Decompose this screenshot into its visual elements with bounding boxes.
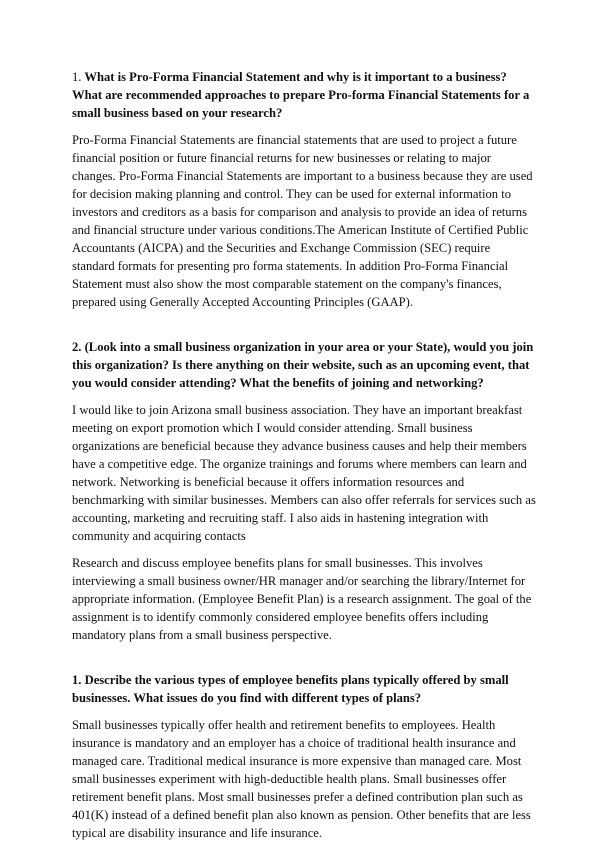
answer-3-paragraph: Small businesses typically offer health and retirement benefits to employees. Health insurance is mandatory and an employer has a choice of traditional health insurance and managed care. Traditional medical insurance is more expensive than managed care. Most small businesses experiment with high-deductible health plans. Small businesses offer retirement benefit plans. Most small businesses prefer a defined contribution plan such as 401(K) instead of a defined benefit plan also known as pension. Other benefits that are less typical are disability insurance and life insurance.	[72, 718, 531, 840]
question-2-heading: 2. (Look into a small business organization in your area or your State), would you join this organization? Is there anything on their website, such as an upcoming event, that you would consider attending? What the benefits of joining and networking?	[72, 340, 534, 390]
assignment-description-paragraph: Research and discuss employee benefits plans for small businesses. This involves interviewing a small business owner/HR manager and/or searching the library/Internet for appropriate information. (Employee Benefit Plan) is a research assignment. The goal of the assignment is to identify commonly considered employee benefits offers including mandatory plans from a small business perspective.	[72, 556, 532, 642]
question-1-heading	[72, 68, 536, 122]
question-1-text: What is Pro-Forma Financial Statement and why is it important to a business? What are recommended approaches to prepare Pro-forma Financial Statements for a small business based on your research?	[72, 70, 530, 120]
question-3-heading: 1. Describe the various types of employee benefits plans typically offered by small businesses. What issues do you find with different types of plans?	[72, 673, 509, 705]
answer-2-paragraph: I would like to join Arizona small business association. They have an important breakfast meeting on export promotion which I would consider attending. Small business organizations are beneficial because they advance business causes and help their members have a competitive edge. The organize trainings and forums where members can learn and network. Networking is beneficial because it offers information resources and benchmarking with similar businesses. Members can also offer referrals for services such as accounting, marketing and recruiting staff. I also aids in hastening integration with community and acquiring contacts	[72, 403, 536, 543]
answer-1-paragraph: Pro-Forma Financial Statements are financial statements that are used to project a future financial position or future financial returns for new businesses or relating to major changes. Pro-Forma Financial Statements are important to a business because they are used for decision making planning and control. They can be used for external information to investors and creditors as a basis for comparison and analysis to provide an idea of returns and financial structure under various conditions.The American Institute of Certified Public Accountants (AICPA) and the Securities and Exchange Commission (SEC) require standard formats for presenting pro forma statements. In addition Pro-Forma Financial Statement must also show the most comparable statement on the company's finances, prepared using Generally Accepted Accounting Principles (GAAP).	[72, 133, 533, 309]
question-1-number: 1.	[72, 70, 82, 84]
document-page	[72, 68, 536, 842]
